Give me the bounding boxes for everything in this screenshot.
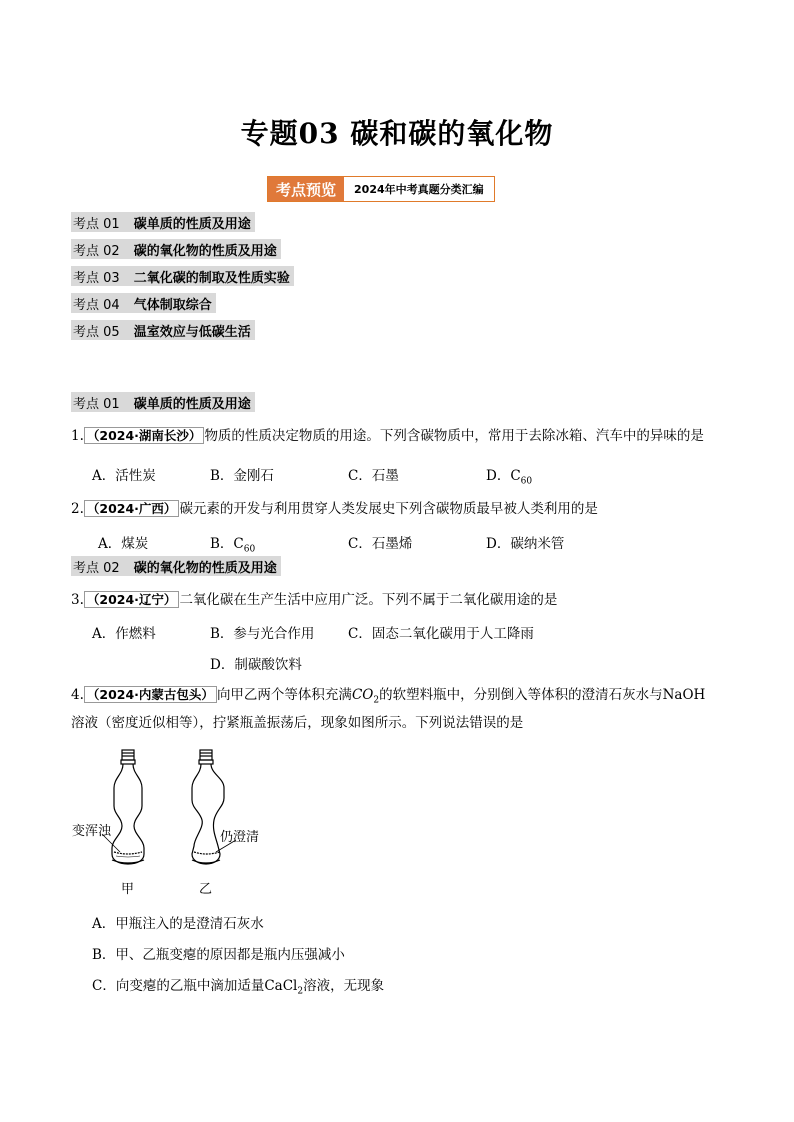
label-bottle-b: 乙	[199, 882, 213, 897]
q2-option-a[interactable]: A．煤炭	[98, 536, 149, 552]
q3-option-c[interactable]: C．固态二氧化碳用于人工降雨	[348, 626, 534, 642]
toc-item-2[interactable]	[71, 239, 281, 259]
toc-num: 考点 05	[73, 324, 120, 340]
toc-num: 考点 04	[73, 297, 120, 313]
q1-option-d[interactable]	[486, 464, 532, 487]
toc-label: 温室效应与低碳生活	[133, 324, 251, 340]
q3-option-a[interactable]: A．作燃料	[92, 626, 156, 642]
option-text-cont: 溶液，无现象	[303, 978, 385, 994]
toc-item-1[interactable]	[71, 212, 255, 232]
subscript: 2	[297, 986, 304, 997]
question-1	[71, 423, 731, 449]
subscript: 2	[373, 695, 380, 706]
q1-option-c[interactable]: C．石墨	[348, 468, 399, 484]
question-2	[71, 496, 731, 522]
bottle-b-icon	[192, 750, 224, 864]
q4-option-b[interactable]: B．甲、乙瓶变瘪的原因都是瓶内压强减小	[92, 947, 345, 963]
q4-option-c[interactable]	[92, 974, 384, 997]
toc-num: 考点 01	[73, 216, 120, 232]
question-number: 3.	[71, 592, 84, 608]
section-label: 碳单质的性质及用途	[133, 396, 251, 412]
q2-option-c[interactable]: C．石墨烯	[348, 536, 413, 552]
section-heading-2	[71, 556, 281, 576]
question-number: 2.	[71, 501, 84, 517]
q3-option-d[interactable]: D．制碳酸饮料	[210, 657, 302, 673]
preview-badge	[267, 176, 495, 202]
toc-item-4[interactable]	[71, 293, 216, 313]
toc-num: 考点 03	[73, 270, 120, 286]
bottle-a-icon	[112, 750, 144, 864]
q3-option-b[interactable]: B．参与光合作用	[210, 626, 315, 642]
section-label: 碳的氧化物的性质及用途	[133, 560, 277, 576]
q1-option-a[interactable]: A．活性炭	[92, 468, 156, 484]
label-bottle-a: 甲	[121, 882, 135, 897]
toc-item-5[interactable]	[71, 320, 255, 340]
page-title: 专题03 碳和碳的氧化物	[240, 117, 554, 150]
question-source: （2024·辽宁）	[84, 591, 180, 608]
section-num: 考点 01	[73, 396, 120, 412]
toc-label: 二氧化碳的制取及性质实验	[133, 270, 290, 286]
label-turbid: 变浑浊	[72, 824, 112, 839]
question-text: 碳元素的开发与利用贯穿人类发展史下列含碳物质最早被人类利用的是	[179, 501, 598, 517]
q4-option-a[interactable]: A．甲瓶注入的是澄清石灰水	[92, 916, 264, 932]
toc-label: 碳单质的性质及用途	[133, 216, 251, 232]
question-text: 物质的性质决定物质的用途。下列含碳物质中，常用于去除冰箱、汽车中的异味的是	[204, 428, 704, 444]
subscript: 60	[520, 476, 533, 487]
question-number: 1.	[71, 428, 84, 444]
question-4	[71, 682, 731, 714]
option-text: D．C	[486, 468, 521, 484]
question-text: 二氧化碳在生产生活中应用广泛。下列不属于二氧化碳用途的是	[179, 592, 558, 608]
option-text: C．向变瘪的乙瓶中滴加适量CaCl	[92, 978, 298, 994]
preview-subtitle: 2024年中考真题分类汇编	[344, 177, 494, 201]
option-text: B．C	[210, 536, 244, 552]
preview-tag: 考点预览	[268, 177, 344, 201]
question-3	[71, 587, 731, 613]
question-source: （2024·湖南长沙）	[84, 427, 205, 444]
q2-option-b[interactable]	[210, 532, 255, 555]
question-source: （2024·广西）	[84, 500, 180, 517]
question-number: 4.	[71, 687, 84, 703]
section-heading-1	[71, 392, 255, 412]
question-text: 向甲乙两个等体积充满	[216, 687, 352, 703]
question-source: （2024·内蒙古包头）	[84, 686, 217, 703]
question-4-line2: 溶液（密度近似相等），拧紧瓶盖振荡后，现象如图所示。下列说法错误的是	[71, 715, 524, 731]
toc-label: 碳的氧化物的性质及用途	[133, 243, 277, 259]
q2-option-d[interactable]: D．碳纳米管	[486, 536, 565, 552]
subscript: 60	[243, 544, 256, 555]
co2-formula: CO	[351, 687, 374, 703]
question-text-cont: 的软塑料瓶中，分别倒入等体积的澄清石灰水与NaOH	[379, 687, 706, 703]
q1-option-b[interactable]: B．金刚石	[210, 468, 274, 484]
toc-num: 考点 02	[73, 243, 120, 259]
toc-label: 气体制取综合	[133, 297, 212, 313]
toc-item-3[interactable]	[71, 266, 294, 286]
section-num: 考点 02	[73, 560, 120, 576]
label-clear: 仍澄清	[220, 830, 260, 845]
